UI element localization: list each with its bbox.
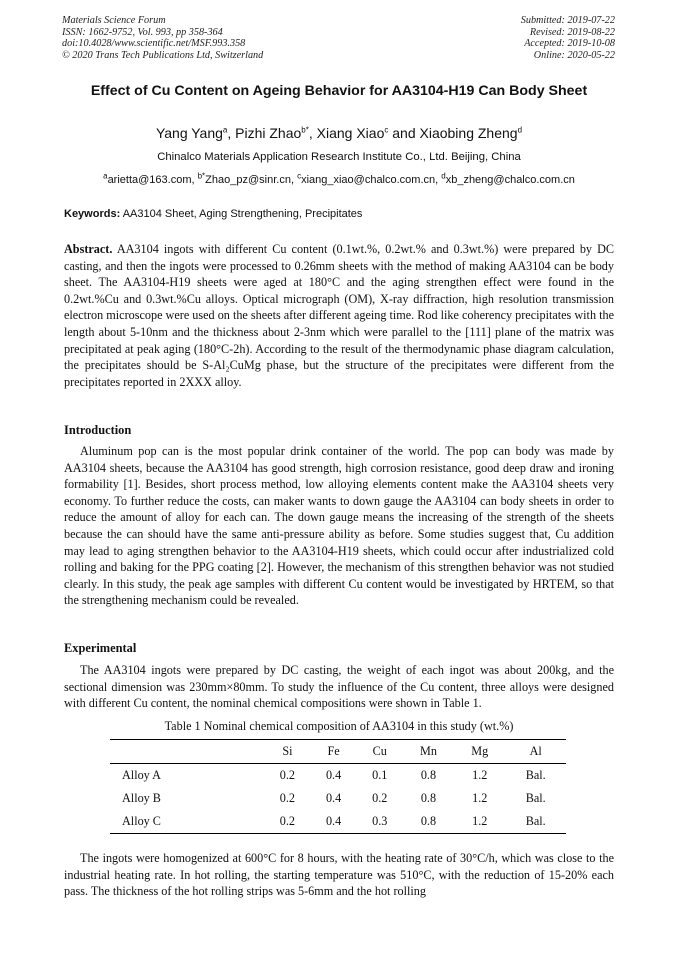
table-header-cell: Mn — [403, 740, 454, 764]
email-marker: b* — [197, 171, 206, 181]
table-cell: 0.2 — [279, 791, 296, 805]
keywords-label: Keywords: — [64, 208, 121, 220]
table-cell: 0.2 — [372, 791, 388, 805]
table-cell: Alloy B — [122, 791, 161, 805]
email-marker: d — [441, 171, 446, 181]
submission-dates — [521, 15, 615, 61]
date-online: Online: 2020-05-22 — [533, 49, 615, 61]
author-marker: a — [222, 125, 228, 135]
abstract-paragraph — [64, 241, 614, 390]
table-cell: Bal. — [525, 768, 546, 782]
table-cell: 0.2 — [264, 810, 310, 834]
abstract-section — [64, 241, 614, 390]
table-header-cell — [110, 740, 264, 764]
introduction-heading: Introduction — [64, 423, 132, 437]
table-row — [110, 810, 566, 834]
author-separator: , — [227, 125, 236, 141]
author-separator: and — [388, 125, 420, 141]
post-table-section — [64, 850, 614, 900]
table-header-cell: Al — [505, 740, 566, 764]
author-list — [62, 124, 616, 142]
table-row — [110, 764, 566, 788]
table-header-cell: Fe — [310, 740, 356, 764]
date-submitted: Submitted: 2019-07-22 — [520, 15, 615, 26]
post-table-paragraph: The ingots were homogenized at 600°C for 8 hours, with the heating rate of 30°C/h, which was close to the industrial heating rate. In hot rolling, the starting temperature was 510°C, with the reduction of 15-20% each pass. The thickness of the hot rolling strips was 5-6mm and the hot rolling — [64, 851, 614, 899]
email-link[interactable]: xiang_xiao@chalco.com.cn, — [301, 174, 442, 186]
email-marker: c — [297, 171, 302, 181]
table-cell: Alloy C — [110, 810, 264, 834]
author-name: Yang Yang — [155, 125, 223, 141]
table-cell: 0.1 — [372, 768, 388, 782]
keywords-text: AA3104 Sheet, Aging Strengthening, Precipitates — [122, 208, 363, 220]
table-cell: 0.4 — [310, 810, 356, 834]
author-separator: , — [308, 125, 317, 141]
table-cell: 0.8 — [420, 791, 437, 805]
table-cell: 1.2 — [472, 791, 488, 805]
affiliation: Chinalco Materials Application Research Institute Co., Ltd. Beijing, China — [157, 151, 521, 163]
author-name: Xiaobing Zheng — [419, 125, 518, 141]
email-link[interactable]: xb_zheng@chalco.com.cn — [445, 174, 575, 186]
author-marker: d — [517, 125, 523, 135]
table-cell: 0.2 — [279, 768, 296, 782]
experimental-paragraph: The AA3104 ingots were prepared by DC casting, the weight of each ingot was about 200kg, and the sectional dimension was 230mm×80mm. To study the influence of the Cu content, three alloys were designed with different Cu content, the nominal chemical compositions were shown in Table 1. — [64, 663, 614, 711]
table-header-cell: Cu — [357, 740, 403, 764]
author-marker: b* — [301, 125, 309, 135]
journal-issn: ISSN: 1662-9752, Vol. 993, pp 358-364 — [62, 26, 223, 38]
abstract-text: AA3104 ingots with different Cu content (0.1wt.%, 0.2wt.% and 0.3wt.%) were prepared by DC casting, and then the ingots were processed to 0.26mm sheets with the method of making AA3104 can be body sheet. The AA3104-H19 sheets were aged at 180°C and the aging strengthen effect were found in the 0.2wt.%Cu and 0.3wt.%Cu alloys. Optical micrograph (OM), X-ray diffraction, high resolution transmission electron microscope were used on the sheets after different ageing time. Rod like coherency precipitates with the length about 5-10nm and the thickness about 2-3nm which were parallel to the [111] plane of the matrix was precipitated at peak aging (180°C-2h). According to the result of the thermodynamic phase diagram calculation, the precipitates should be S-Al₂CuMg phase, but the structure of the precipitates were different from the precipitates reported in 2XXX alloy. — [64, 242, 615, 389]
email-link[interactable]: arietta@163.com, — [107, 174, 198, 186]
table-cell: 0.8 — [420, 768, 437, 782]
table-cell: 0.8 — [403, 810, 454, 834]
date-revised: Revised: 2019-08-22 — [529, 26, 615, 38]
composition-table — [110, 739, 566, 834]
table-cell: 1.2 — [472, 768, 488, 782]
table-cell: 0.3 — [357, 810, 403, 834]
table-row — [110, 787, 566, 810]
experimental-heading: Experimental — [64, 641, 137, 655]
table-header-cell: Mg — [454, 740, 505, 764]
email-marker: a — [103, 171, 108, 181]
author-name: Xiang Xiao — [316, 125, 385, 141]
table-cell: Alloy A — [122, 768, 161, 782]
paper-title: Effect of Cu Content on Ageing Behavior for AA3104-H19 Can Body Sheet — [90, 83, 588, 99]
journal-copyright: © 2020 Trans Tech Publications Ltd, Switzerland — [62, 49, 264, 61]
table-cell: 0.4 — [325, 768, 342, 782]
journal-name: Materials Science Forum — [62, 15, 166, 26]
introduction-paragraph: Aluminum pop can is the most popular drink container of the world. The pop can body was made by AA3104 sheets, because the AA3104 has good strength, high corrosion resistance, good deep draw and ironing formability [1]. Besides, short process method, low alloying elements content make the AA3104 sheets very economy. To further reduce the costs, can maker wants to down gauge the AA3104 can body sheets in order to reduce the amount of alloy for each can. The down gauge means the increasing of the strength of the sheets because the can should have the same anti-pressure ability as before. Some studies suggest that, Cu addition may lead to aging strengthen behavior to the AA3104-H19 sheets, which could occur after industrialized cold rolling and baking for the PPG coating [2]. However, the mechanism of this strengthen behavior was not studied clearly. In this study, the peak age samples with different Cu content would be investigated by HRTEM, so that the strengthening mechanism could be revealed. — [64, 444, 614, 608]
date-accepted: Accepted: 2019-10-08 — [524, 38, 615, 50]
author-marker: c — [384, 125, 389, 135]
author-emails — [62, 173, 616, 187]
experimental-section — [64, 662, 614, 712]
table-cell: 1.2 — [454, 810, 505, 834]
introduction-section — [64, 443, 614, 609]
keywords — [64, 207, 616, 221]
table-header-row — [110, 740, 566, 764]
email-link[interactable]: Zhao_pz@sinr.cn, — [205, 174, 298, 186]
table-cell: Bal. — [505, 810, 566, 834]
table-header-cell: Si — [264, 740, 310, 764]
journal-info — [62, 15, 263, 61]
table-cell: Bal. — [525, 791, 546, 805]
abstract-label: Abstract. — [64, 242, 113, 256]
author-name: Pizhi Zhao — [235, 125, 302, 141]
journal-doi[interactable]: doi:10.4028/www.scientific.net/MSF.993.358 — [62, 38, 246, 50]
table-caption: Table 1 Nominal chemical composition of AA3104 in this study (wt.%) — [164, 719, 514, 733]
table-cell: 0.4 — [325, 791, 342, 805]
